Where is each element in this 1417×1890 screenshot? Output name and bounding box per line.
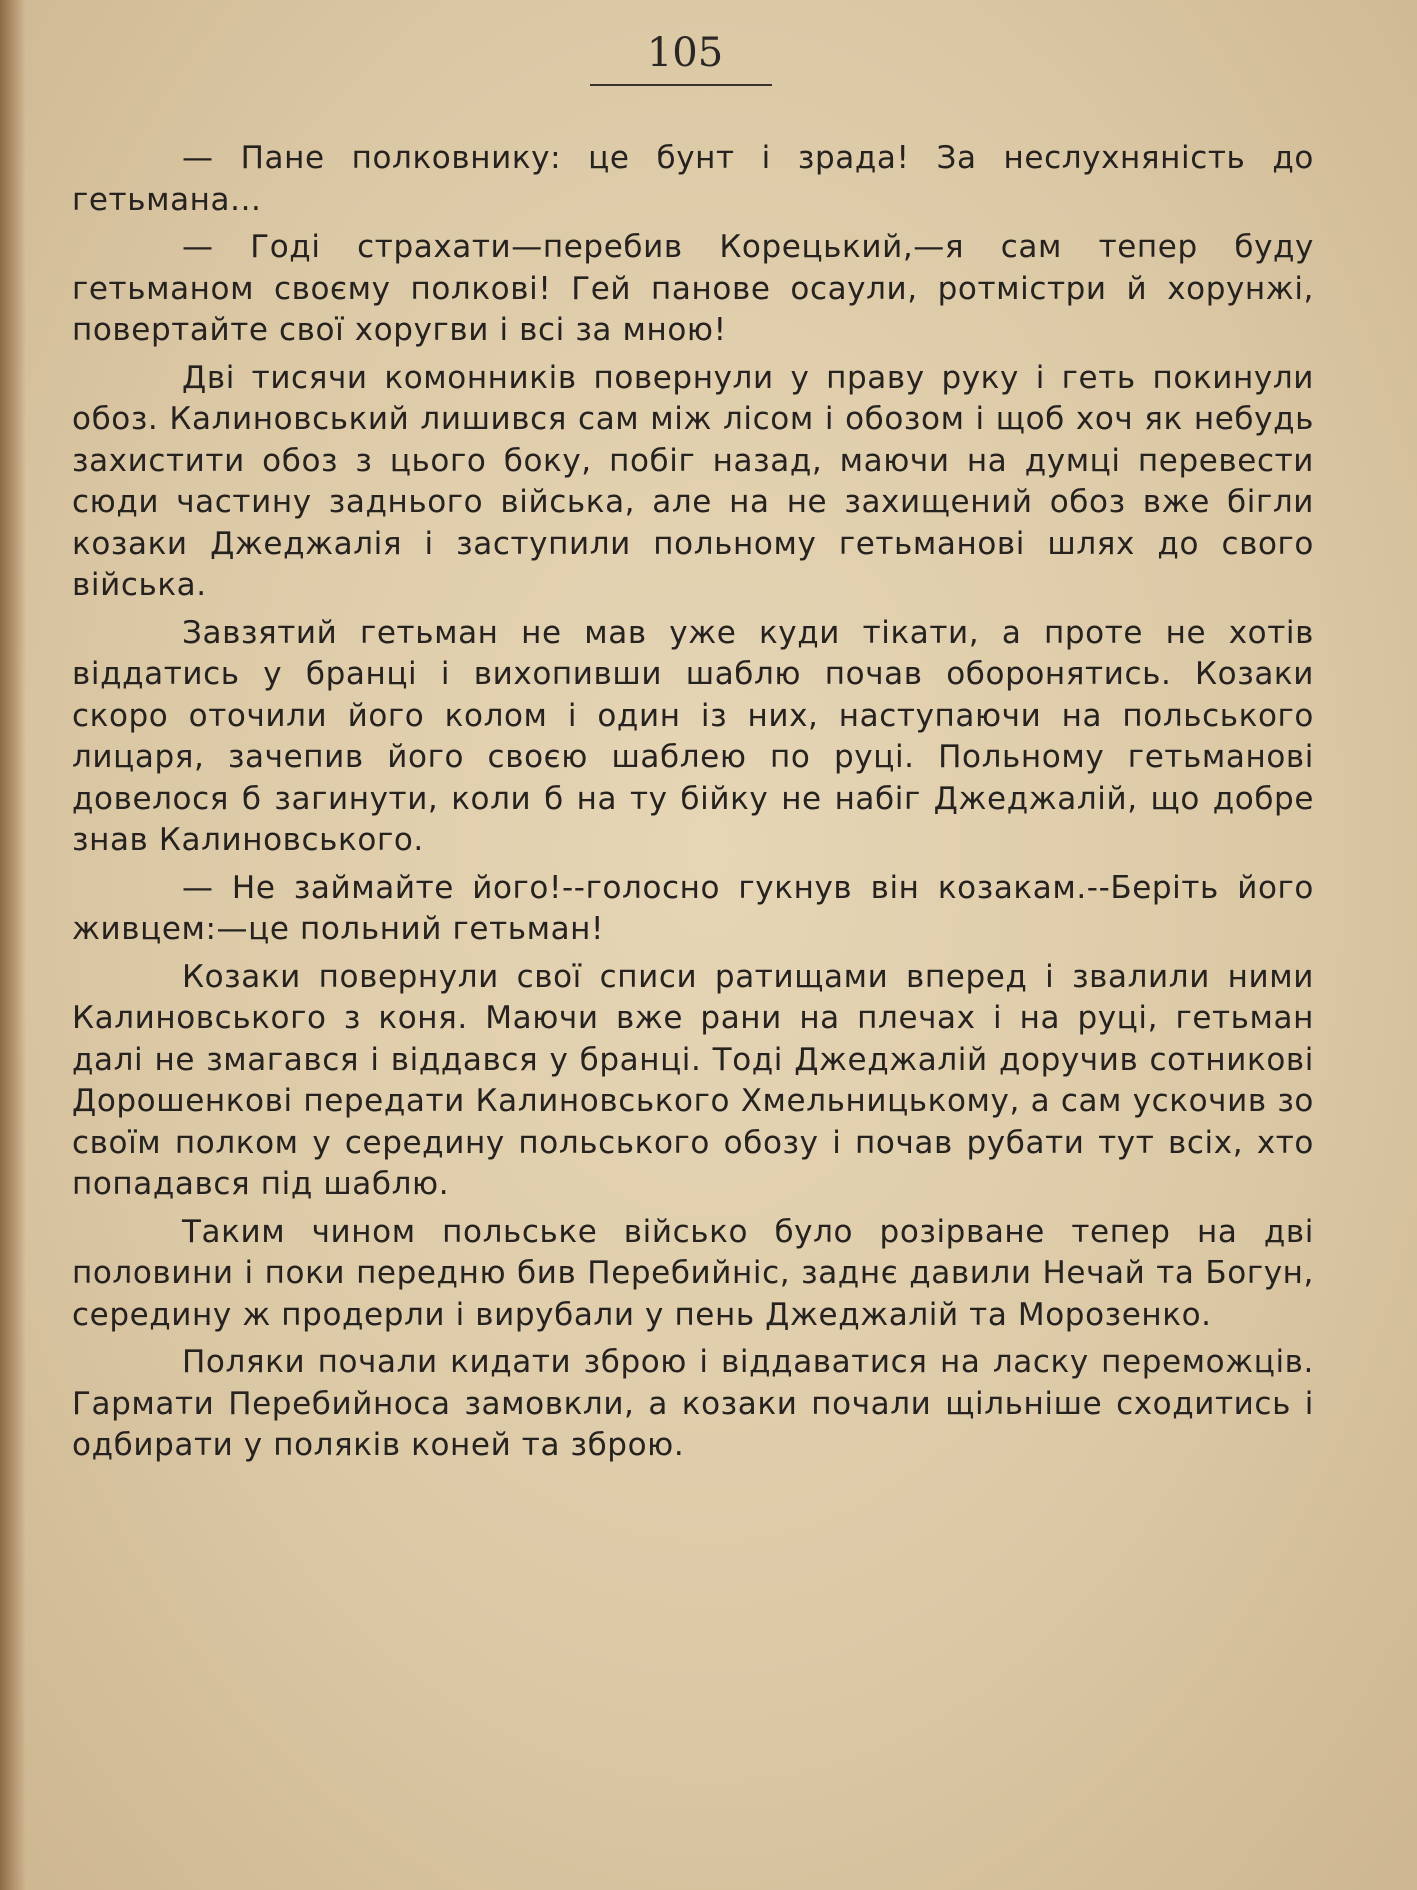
page-number: 105 bbox=[646, 30, 724, 76]
paragraph: — Не займайте його!--голосно гукнув він козакам.--Беріть його живцем:—це польний гетьман! bbox=[72, 869, 1314, 947]
paragraph: — Годі страхати—перебив Корецький,—я сам тепер буду гетьманом своєму полкові! Гей панове осаули, ротмістри й хорунжі, повертайте свої хоругви і всі за мною! bbox=[72, 229, 1314, 348]
paragraph: Дві тисячи комонників повернули у праву руку і геть покинули обоз. Калиновський лишився сам між лісом і обозом і щоб хоч як небудь захистити обоз з цього боку, побіг назад, маючи на думці перевести сюди частину заднього війська, але на не захищений обоз вже бігли козаки Джеджалія і заступили польному гетьманові шлях до свого війська. bbox=[72, 359, 1314, 603]
paragraph: Таким чином польське військо було розірване тепер на дві половини і поки передню бив Перебийніс, заднє давили Нечай та Богун, середину ж продерли і вирубали у пень Джеджалій та Морозенко. bbox=[72, 1213, 1314, 1333]
header-rule bbox=[590, 84, 772, 86]
paragraph: Завзятий гетьман не мав уже куди тікати, а проте не хотів віддатись у бранці і вихопивши шаблю почав оборонятись. Козаки скоро оточили його колом і один із них, наступаючи на польського лицаря, зачепив його своєю шаблею по руці. Польному гетьманові довелося б загинути, коли б на ту бійку не набіг Джеджалій, що добре знав Калиновського. bbox=[72, 614, 1314, 858]
paragraph: — Пане полковнику: це бунт і зрада! За неслухняність до гетьмана... bbox=[72, 140, 1314, 218]
paragraph: Поляки почали кидати зброю і віддаватися на ласку переможців. Гармати Перебийноса замовкли, а козаки почали щільніше сходитись і одбирати у поляків коней та зброю. bbox=[72, 1344, 1314, 1463]
paragraph: Козаки повернули свої списи ратищами вперед і звалили ними Калиновського з коня. Маючи вже рани на плечах і на руці, гетьман далі не змагався і віддався у бранці. Тоді Джеджалій доручив сотникові Дорошенкові передати Калиновського Хмельницькому, а сам ускочив зо своїм полком у середину польського обозу і почав рубати тут всіх, хто попадався під шаблю. bbox=[72, 958, 1314, 1202]
body-text bbox=[72, 138, 1314, 1473]
